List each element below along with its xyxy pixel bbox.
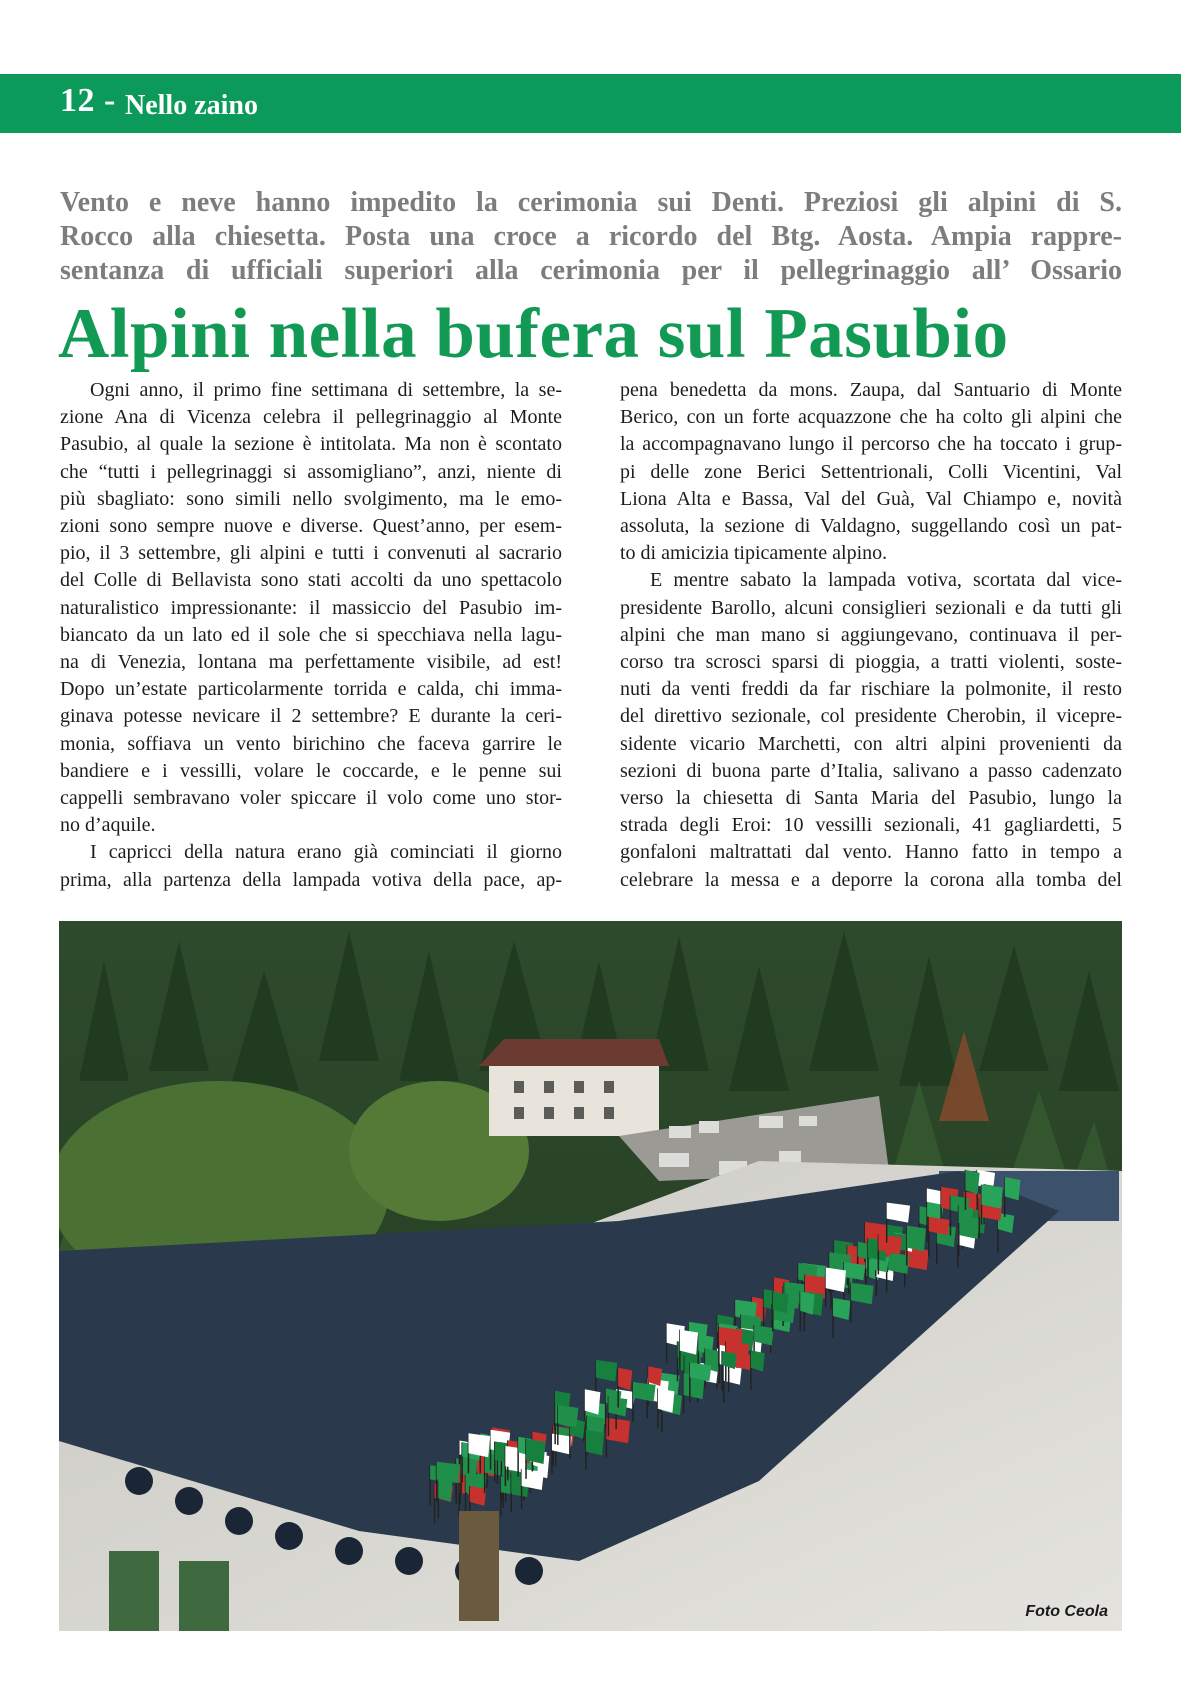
text-line: prima, alla partenza della lampada votiva della pace, ap- bbox=[60, 868, 562, 891]
text-line: I capricci della natura erano già cominciati il giorno bbox=[90, 841, 562, 864]
text-line: no d’aquile. bbox=[60, 814, 156, 837]
text-line: del Colle di Bellavista sono stati accolti da uno spettacolo bbox=[60, 569, 562, 592]
subheadline-line: Rocco alla chiesetta. Posta una croce a ricordo del Btg. Aosta. Ampia rappre- bbox=[60, 221, 1122, 252]
text-line: Liona Alta e Bassa, Val del Guà, Val Chiampo e, novità bbox=[620, 487, 1122, 510]
text-line: E mentre sabato la lampada votiva, scortata dal vice- bbox=[650, 569, 1122, 592]
text-line: che “tutti i pellegrinaggi si assomigliano”, anzi, niente di bbox=[60, 460, 562, 483]
text-line: to di amicizia tipicamente alpino. bbox=[620, 542, 888, 565]
article-column-right bbox=[620, 377, 1122, 894]
text-line: pena benedetta da mons. Zaupa, dal Santuario di Monte bbox=[620, 379, 1122, 401]
text-line: la accompagnavano lungo il percorso che ha toccato i grup- bbox=[620, 433, 1122, 456]
text-line: del direttivo sezionale, col presidente Cherobin, il vicepre- bbox=[620, 705, 1122, 728]
subheadline-line: sentanza di ufficiali superiori alla cerimonia per il pellegrinaggio all’ Ossario bbox=[60, 255, 1122, 286]
text-line: verso la chiesetta di Santa Maria del Pasubio, lungo la bbox=[620, 787, 1122, 810]
ceremony-photo bbox=[59, 921, 1122, 1631]
text-line: pi delle zone Berici Settentrionali, Colli Vicentini, Val bbox=[620, 460, 1122, 483]
header-band bbox=[0, 74, 1181, 133]
text-line: sezioni di buona parte d’Italia, salivano a passo cadenzato bbox=[620, 759, 1122, 782]
photo-credit: Foto Ceola bbox=[1025, 1603, 1108, 1620]
text-line: gonfaloni maltrattati dal vento. Hanno fatto in tempo a bbox=[620, 841, 1122, 864]
text-line: bandiere e i vessilli, volare le coccarde, e le penne sui bbox=[60, 759, 562, 782]
text-line: nuti da venti freddi da far rischiare la polmonite, il resto bbox=[620, 678, 1122, 701]
text-line: assoluta, la sezione di Valdagno, suggellando così un pat- bbox=[620, 515, 1122, 538]
text-line: Berico, con un forte acquazzone che ha colto gli alpini che bbox=[620, 406, 1122, 429]
text-line: Dopo un’estate particolarmente torrida e calda, chi imma- bbox=[60, 678, 562, 701]
subheadline-line: Vento e neve hanno impedito la cerimonia sui Denti. Preziosi gli alpini di S. bbox=[60, 187, 1122, 218]
section-title: Nello zaino bbox=[125, 90, 258, 121]
subheadline bbox=[60, 186, 1122, 288]
text-line: biancato da un lato ed il sole che si specchiava nella lagu- bbox=[60, 623, 562, 646]
text-line: corso tra scrosci sparsi di pioggia, a tratti violenti, soste- bbox=[620, 651, 1122, 674]
text-line: na di Venezia, lontana ma perfettamente visibile, ad est! bbox=[60, 651, 562, 674]
text-line: cappelli sembravano voler spiccare il volo come uno stor- bbox=[60, 787, 562, 810]
text-line: più sbagliato: sono simili nello svolgimento, ma le emo- bbox=[60, 487, 562, 510]
ceremony-photo-illustration bbox=[59, 921, 1122, 1631]
text-line: pio, il 3 settembre, gli alpini e tutti i convenuti al sacrario bbox=[60, 542, 562, 565]
text-line: sidente vicario Marchetti, con altri alpini provenienti da bbox=[620, 732, 1122, 755]
article-column-left bbox=[60, 377, 562, 894]
text-line: ginava potesse nevicare il 2 settembre? E durante la ceri- bbox=[60, 705, 562, 728]
article-title: Alpini nella bufera sul Pasubio bbox=[58, 295, 1009, 373]
text-line: zione Ana di Vicenza celebra il pellegrinaggio al Monte bbox=[60, 406, 562, 429]
text-line: Ogni anno, il primo fine settimana di settembre, la se- bbox=[90, 379, 562, 401]
text-line: zioni sono sempre nuove e diverse. Quest’anno, per esem- bbox=[60, 515, 562, 538]
text-line: celebrare la messa e a deporre la corona alla tomba del bbox=[620, 868, 1122, 891]
text-line: monia, soffiava un vento birichino che faceva garrire le bbox=[60, 732, 562, 755]
text-line: naturalistico impressionante: il massiccio del Pasubio im- bbox=[60, 596, 562, 619]
text-line: strada degli Eroi: 10 vessilli sezionali, 41 gagliardetti, 5 bbox=[620, 814, 1122, 837]
text-line: Pasubio, al quale la sezione è intitolata. Ma non è scontato bbox=[60, 433, 562, 456]
page-number: 12 - bbox=[60, 82, 116, 119]
text-line: alpini che man mano si aggiungevano, continuava il per- bbox=[620, 623, 1122, 646]
text-line: presidente Barollo, alcuni consiglieri sezionali e da tutti gli bbox=[620, 596, 1122, 619]
